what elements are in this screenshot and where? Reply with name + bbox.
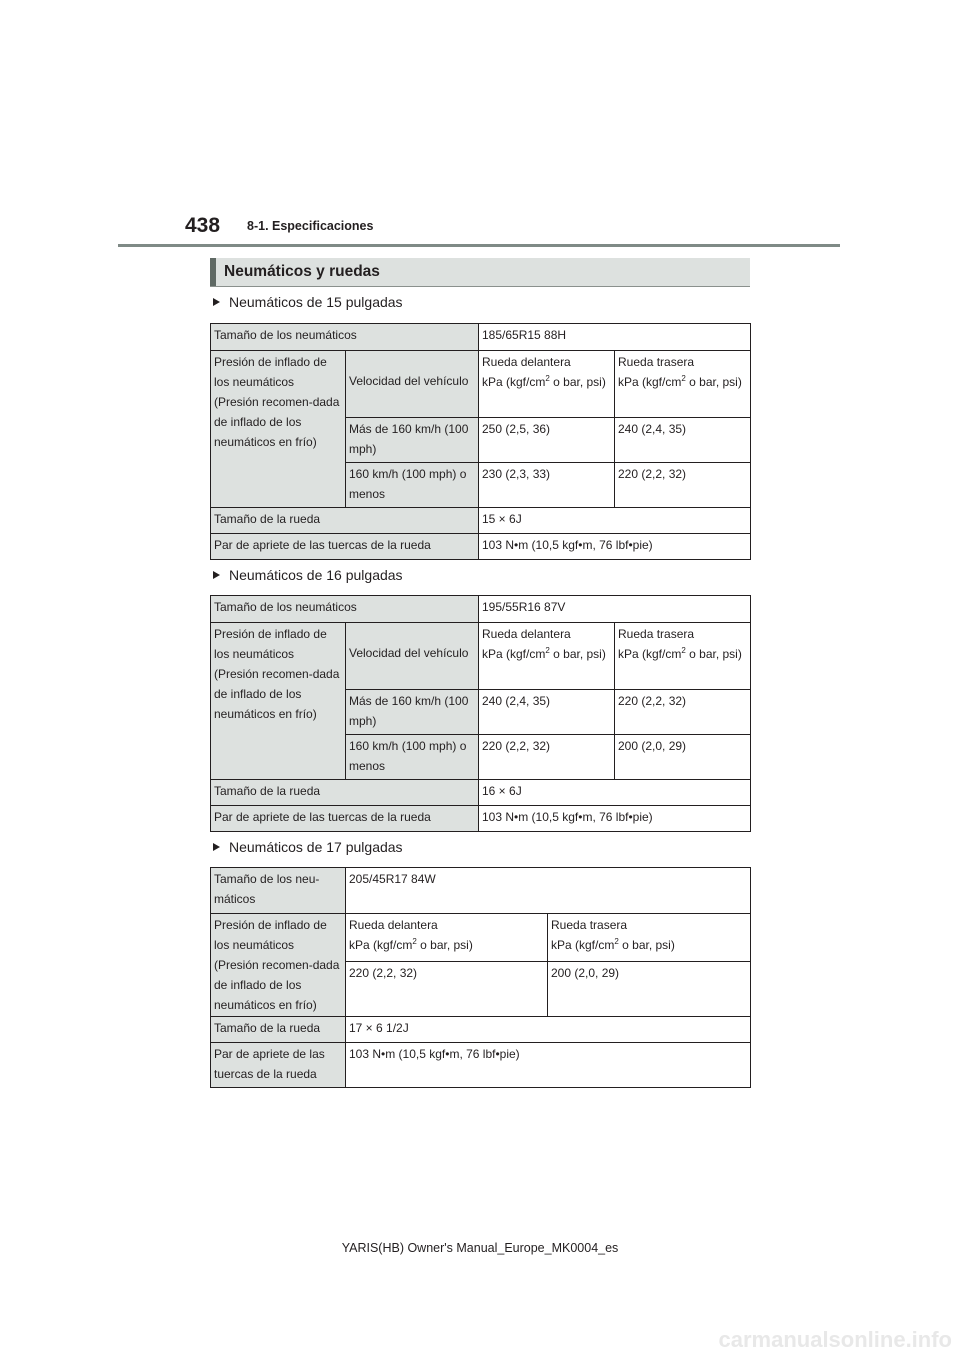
subheading-15: Neumáticos de 15 pulgadas	[213, 294, 403, 310]
tire-size-value: 185/65R15 88H	[479, 324, 751, 351]
tire-size-label: Tamaño de los neumáticos	[211, 596, 479, 623]
watermark: carmanualsonline.info	[718, 1327, 952, 1352]
header-rule	[118, 244, 840, 247]
rear-pressure-value: 200 (2,0, 29)	[548, 962, 751, 1017]
rear-wheel-header: Rueda trasera kPa ($kgf/cm^2$ o bar, psi)	[615, 623, 751, 690]
section-label: 8-1. Especificaciones	[247, 219, 374, 233]
spec-table-17	[210, 867, 751, 1088]
pressure-label: Presión de inflado de los neumáticos (Presión recomen-dada de inflado de los neumáticos en frío)	[211, 351, 346, 508]
torque-label: Par de apriete de las tuercas de la rueda	[211, 534, 479, 560]
speed-row-label: 160 km/h (100 mph) o menos	[346, 735, 479, 780]
wheel-size-value: 15 × 6J	[479, 508, 751, 534]
footer-manual-id: YARIS(HB) Owner's Manual_Europe_MK0004_es	[341, 1241, 619, 1255]
front-pressure-value: 240 (2,4, 35)	[479, 690, 615, 735]
wheel-size-label: Tamaño de la rueda	[211, 508, 479, 534]
pressure-label: Presión de inflado de los neumáticos (Presión recomen-dada de inflado de los neumáticos en frío)	[211, 623, 346, 780]
page-number: 438	[185, 214, 221, 237]
front-pressure-value: 220 (2,2, 32)	[346, 962, 548, 1017]
speed-row-label: 160 km/h (100 mph) o menos	[346, 463, 479, 508]
wheel-size-value: 16 × 6J	[479, 780, 751, 806]
heading-accent-bar	[210, 258, 216, 286]
rear-pressure-value: 220 (2,2, 32)	[615, 690, 751, 735]
front-pressure-value: 230 (2,3, 33)	[479, 463, 615, 508]
torque-label: Par de apriete de las tuercas de la rueda	[211, 806, 479, 832]
section-heading	[210, 258, 750, 287]
rear-wheel-header: Rueda trasera kPa ($kgf/cm^2$ o bar, psi)	[548, 914, 751, 962]
torque-value: 103 N•m (10,5 kgf•m, 76 lbf•pie)	[479, 806, 751, 832]
rear-wheel-header: Rueda trasera kPa ($kgf/cm^2$ o bar, psi)	[615, 351, 751, 418]
rear-pressure-value: 220 (2,2, 32)	[615, 463, 751, 508]
speed-row-label: Más de 160 km/h (100 mph)	[346, 690, 479, 735]
front-pressure-value: 250 (2,5, 36)	[479, 418, 615, 463]
speed-row-label: Más de 160 km/h (100 mph)	[346, 418, 479, 463]
tire-size-value: 195/55R16 87V	[479, 596, 751, 623]
subheading-17: Neumáticos de 17 pulgadas	[213, 839, 403, 855]
tire-size-value: 205/45R17 84W	[346, 868, 751, 914]
rear-pressure-value: 200 (2,0, 29)	[615, 735, 751, 780]
front-wheel-header: Rueda delantera kPa ($kgf/cm^2$ o bar, psi)	[479, 351, 615, 418]
spec-table-16	[210, 595, 751, 832]
tire-size-label: Tamaño de los neu-máticos	[211, 868, 346, 914]
triangle-bullet-icon	[213, 571, 220, 579]
speed-label: Velocidad del vehículo	[346, 623, 479, 690]
pressure-label: Presión de inflado de los neumáticos (Presión recomen-dada de inflado de los neumáticos en frío)	[211, 914, 346, 1017]
front-wheel-header: Rueda delantera kPa ($kgf/cm^2$ o bar, psi)	[346, 914, 548, 962]
rear-pressure-value: 240 (2,4, 35)	[615, 418, 751, 463]
tire-size-label: Tamaño de los neumáticos	[211, 324, 479, 351]
torque-value: 103 N•m (10,5 kgf•m, 76 lbf•pie)	[346, 1043, 751, 1088]
wheel-size-label: Tamaño de la rueda	[211, 780, 479, 806]
wheel-size-value: 17 × 6 1/2J	[346, 1017, 751, 1043]
heading-text: Neumáticos y ruedas	[224, 263, 380, 280]
front-pressure-value: 220 (2,2, 32)	[479, 735, 615, 780]
triangle-bullet-icon	[213, 298, 220, 306]
speed-label: Velocidad del vehículo	[346, 351, 479, 418]
triangle-bullet-icon	[213, 843, 220, 851]
torque-value: 103 N•m (10,5 kgf•m, 76 lbf•pie)	[479, 534, 751, 560]
front-wheel-header: Rueda delantera kPa ($kgf/cm^2$ o bar, psi)	[479, 623, 615, 690]
subheading-16: Neumáticos de 16 pulgadas	[213, 567, 403, 583]
torque-label: Par de apriete de las tuercas de la rueda	[211, 1043, 346, 1088]
spec-table-15	[210, 323, 751, 560]
wheel-size-label: Tamaño de la rueda	[211, 1017, 346, 1043]
